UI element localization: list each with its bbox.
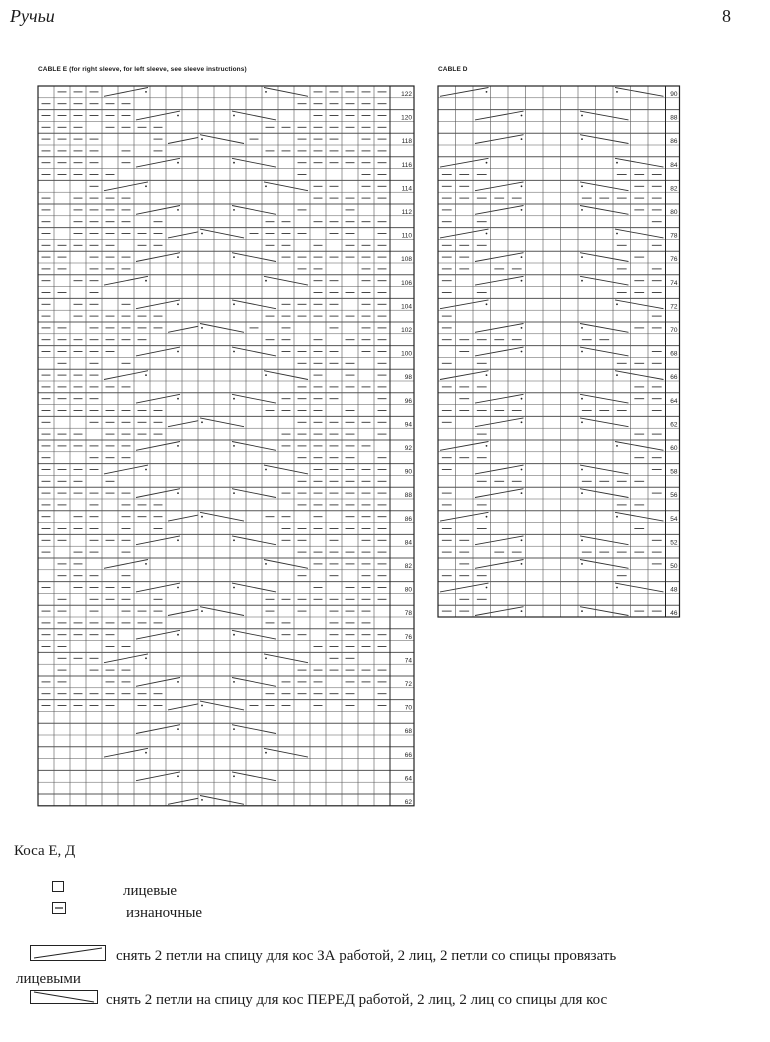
row-number: 62 [670,421,678,429]
cable-dot [521,280,523,282]
legend-cable-front-text: снять 2 петли на спицу для кос ПЕРЕД работой, 2 лиц, 2 лиц со спицы для кос [106,992,608,1008]
cable-dot [581,563,583,565]
row-number: 64 [404,775,412,783]
row-number: 74 [670,279,678,287]
cable-dot [145,657,147,659]
row-number: 90 [404,468,412,476]
cable-dot [581,492,583,494]
cable-dot [486,445,488,447]
cable-dot [486,91,488,93]
cable-dot [581,280,583,282]
cable-dot [177,162,179,164]
row-number: 70 [404,704,412,712]
row-number: 72 [404,681,412,689]
cable-d-chart [438,86,680,617]
row-number: 68 [670,350,678,358]
row-number: 116 [401,161,412,169]
cable-dot [201,421,203,423]
cable-dot [616,516,618,518]
row-number: 46 [670,610,678,618]
row-number: 120 [401,114,412,122]
row-number: 52 [670,539,678,547]
row-number: 66 [404,751,412,759]
row-number: 122 [401,91,412,99]
row-number: 108 [401,256,412,264]
cable-dot [616,374,618,376]
cable-e-label: CABLE E (for right sleeve, for left sleeve, see sleeve instructions) [38,66,247,73]
cable-dot [177,445,179,447]
cable-dot [521,209,523,211]
cable-dot [521,492,523,494]
cable-dot [265,563,267,565]
cable-dot [616,162,618,164]
cable-dot [177,587,179,589]
cable-dot [177,256,179,258]
cable-dot [265,185,267,187]
legend-purl-text: изнаночные [126,905,203,921]
cable-dot [521,610,523,612]
cable-dot [486,162,488,164]
cable-dot [233,115,235,117]
cable-dot [233,162,235,164]
cable-dot [201,705,203,707]
cable-dot [521,256,523,258]
cable-dot [177,775,179,777]
cable-dot [581,398,583,400]
row-number: 68 [404,728,412,736]
cable-dot [265,752,267,754]
row-number: 118 [401,138,412,146]
cable-dot [521,115,523,117]
legend-cable-back-text-cont: лицевыми [16,971,81,987]
cable-dot [177,492,179,494]
cable-dot [265,280,267,282]
row-number: 62 [404,799,412,807]
row-number: 98 [404,374,412,382]
cable-dot [486,233,488,235]
row-number: 78 [670,232,678,240]
page-header-title: Ручьи [10,6,55,26]
cable-dot [486,587,488,589]
cable-dot [233,256,235,258]
row-number: 104 [401,303,412,311]
cable-dot [616,91,618,93]
cable-dot [233,445,235,447]
row-number: 84 [670,161,678,169]
row-number: 80 [670,209,678,217]
cable-dot [581,138,583,140]
row-number: 66 [670,374,678,382]
row-number: 106 [401,279,412,287]
cable-dot [177,728,179,730]
cable-dot [233,634,235,636]
row-number: 50 [670,563,678,571]
cable-dot [581,421,583,423]
cable-dot [177,539,179,541]
legend-knit-text: лицевые [123,883,178,899]
cable-dot [233,209,235,211]
cable-dot [145,280,147,282]
cable-dot [581,115,583,117]
row-number: 96 [404,397,412,405]
row-number: 56 [670,492,678,500]
cable-dot [177,398,179,400]
row-number: 102 [401,327,412,335]
cable-dot [201,610,203,612]
cable-dot [201,799,203,801]
row-number: 114 [401,185,412,193]
cable-dot [177,634,179,636]
row-number: 112 [401,209,412,217]
cable-dot [521,185,523,187]
cable-dot [177,209,179,211]
cable-dot [201,516,203,518]
cable-dot [201,327,203,329]
cable-dot [581,539,583,541]
row-number: 48 [670,586,678,594]
cable-dot [233,398,235,400]
cable-dot [177,303,179,305]
row-number: 82 [404,563,412,571]
cable-dot [265,469,267,471]
cable-dot [486,303,488,305]
cable-dot [145,91,147,93]
row-number: 74 [404,657,412,665]
cable-dot [581,209,583,211]
cable-dot [521,327,523,329]
row-number: 92 [404,445,412,453]
cable-front-icon [30,990,98,1004]
cable-dot [581,327,583,329]
cable-dot [233,681,235,683]
cable-dot [145,185,147,187]
row-number: 76 [404,633,412,641]
row-number: 88 [670,114,678,122]
cable-dot [616,587,618,589]
row-number: 86 [404,515,412,523]
cable-dot [177,351,179,353]
cable-dot [521,138,523,140]
cable-dot [145,752,147,754]
cable-dot [265,91,267,93]
page-number: 8 [722,6,731,26]
cable-dot [265,374,267,376]
cable-dot [145,374,147,376]
row-number: 76 [670,256,678,264]
row-number: 94 [404,421,412,429]
cable-dot [233,539,235,541]
cable-dot [233,351,235,353]
row-number: 78 [404,610,412,618]
row-number: 60 [670,445,678,453]
row-number: 54 [670,515,678,523]
cable-dot [486,516,488,518]
row-number: 64 [670,397,678,405]
cable-dot [201,138,203,140]
cable-dot [233,492,235,494]
cable-dot [233,775,235,777]
row-number: 100 [401,350,412,358]
row-number: 88 [404,492,412,500]
knit-square-icon [52,881,64,892]
cable-dot [521,563,523,565]
cable-dot [145,563,147,565]
cable-dot [521,398,523,400]
row-number: 110 [401,232,412,240]
legend-cable-back-text: снять 2 петли на спицу для кос ЗА работой, 2 лиц, 2 петли со спицы провязать [116,948,617,964]
cable-dot [233,303,235,305]
row-number: 80 [404,586,412,594]
row-number: 58 [670,468,678,476]
row-number: 84 [404,539,412,547]
cable-dot [581,610,583,612]
cable-dot [581,185,583,187]
cable-dot [521,351,523,353]
cable-dot [521,421,523,423]
cable-back-icon [30,945,106,961]
row-number: 90 [670,91,678,99]
cable-dot [581,256,583,258]
cable-dot [201,233,203,235]
row-number: 70 [670,327,678,335]
cable-dot [581,469,583,471]
cable-dot [233,728,235,730]
cable-dot [177,681,179,683]
row-number: 86 [670,138,678,146]
cable-dot [145,469,147,471]
legend-title: Коса Е, Д [14,843,76,859]
cable-dot [616,445,618,447]
cable-dot [616,233,618,235]
cable-dot [521,469,523,471]
cable-dot [521,539,523,541]
row-number: 82 [670,185,678,193]
cable-e-chart [38,86,414,806]
row-number: 72 [670,303,678,311]
cable-dot [233,587,235,589]
cable-dot [581,351,583,353]
cable-dot [265,657,267,659]
purl-square-icon [52,902,66,914]
cable-dot [177,115,179,117]
cable-dot [616,303,618,305]
cable-dot [486,374,488,376]
cable-d-label: CABLE D [438,66,468,73]
